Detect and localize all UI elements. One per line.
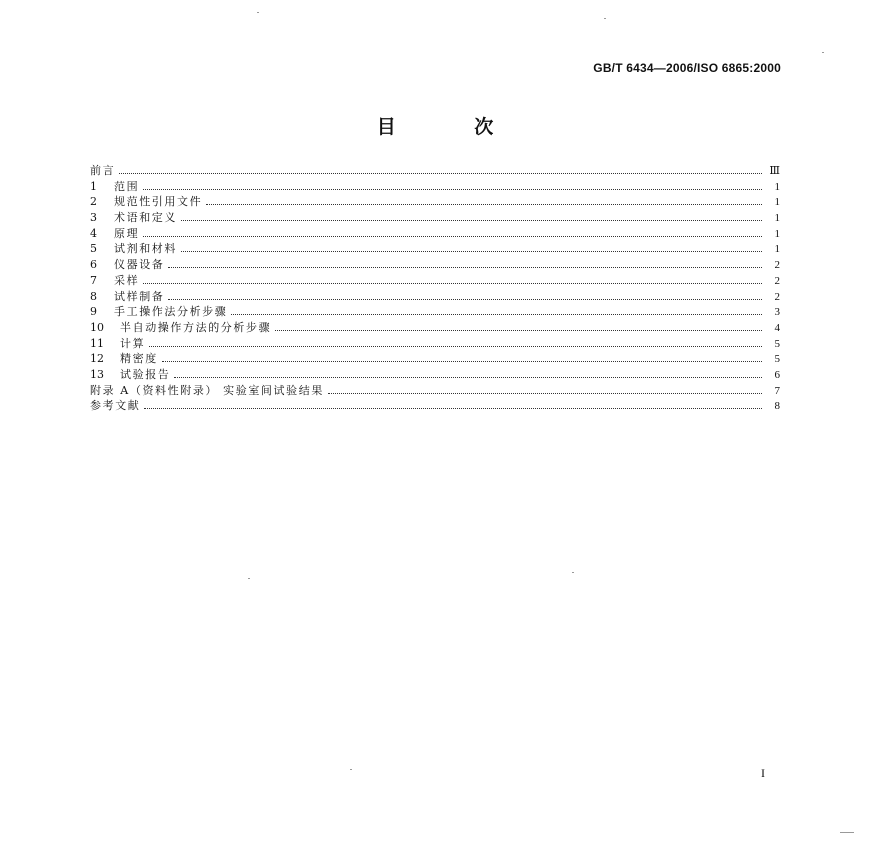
toc-entry-number: 3 xyxy=(90,211,97,225)
toc-entry-label: 前言 xyxy=(90,164,116,177)
toc-entry-page: 1 xyxy=(774,212,780,225)
toc-entry-label: 试样制备 xyxy=(114,289,165,303)
dot-leader xyxy=(174,377,762,378)
toc-entry-label: 术语和定义 xyxy=(114,211,177,225)
toc-entry-page: 6 xyxy=(774,368,780,381)
toc-entry-number: 4 xyxy=(90,226,97,240)
scan-speck xyxy=(257,12,259,13)
toc-entry xyxy=(90,273,780,289)
dot-leader xyxy=(143,189,762,190)
dot-leader xyxy=(149,346,762,347)
toc-title: 目 次 xyxy=(376,116,530,138)
scan-speck xyxy=(840,832,854,833)
toc-entry-number: 9 xyxy=(90,305,97,319)
toc-entry xyxy=(90,398,780,414)
toc-entry-page: 1 xyxy=(774,180,780,193)
toc-entry-label: 半自动操作方法的分析步骤 xyxy=(120,320,272,334)
toc-entry xyxy=(90,210,780,226)
toc-entry-label: 试剂和材料 xyxy=(114,242,177,256)
dot-leader xyxy=(168,267,762,268)
toc-entry xyxy=(90,351,780,367)
toc-entry-number: 2 xyxy=(90,195,97,209)
toc-entry-number: 1 xyxy=(90,179,97,193)
toc-entry-page: 5 xyxy=(774,337,780,350)
toc-entry xyxy=(90,383,780,399)
dot-leader xyxy=(144,408,762,409)
toc-entry-page: 1 xyxy=(774,243,780,256)
toc-entry-label: 参考文献 xyxy=(90,399,141,413)
dot-leader xyxy=(206,204,762,205)
toc-entry-page: 1 xyxy=(774,227,780,240)
standard-code: GB/T 6434—2006/ISO 6865:2000 xyxy=(593,61,781,75)
toc-entry-number: 13 xyxy=(90,367,104,381)
dot-leader xyxy=(275,330,762,331)
toc-entry xyxy=(90,163,780,179)
page-number: I xyxy=(761,766,765,780)
toc-entry xyxy=(90,320,780,336)
toc-entry-number: 7 xyxy=(90,273,97,287)
toc-entry-label: 原理 xyxy=(114,226,140,240)
toc-entry-number: 12 xyxy=(90,352,104,366)
dot-leader xyxy=(168,299,762,300)
toc-entry xyxy=(90,367,780,383)
scan-speck xyxy=(822,52,824,53)
toc-entry-label: 采样 xyxy=(114,273,140,287)
toc-entry-label: 附录 A（资料性附录） 实验室间试验结果 xyxy=(90,383,324,397)
toc-entry-label: 手工操作法分析步骤 xyxy=(114,305,228,319)
toc-entry-page: Ⅲ xyxy=(769,165,780,177)
table-of-contents xyxy=(90,163,780,414)
toc-entry-page: 2 xyxy=(774,290,780,303)
scan-speck xyxy=(604,18,606,19)
toc-entry-page: 1 xyxy=(774,196,780,209)
dot-leader xyxy=(143,283,762,284)
scan-speck xyxy=(248,578,250,579)
toc-entry xyxy=(90,194,780,210)
toc-entry xyxy=(90,179,780,195)
toc-entry-page: 2 xyxy=(774,274,780,287)
dot-leader xyxy=(181,220,762,221)
toc-entry xyxy=(90,226,780,242)
scan-speck xyxy=(572,572,574,573)
dot-leader xyxy=(328,393,762,394)
toc-entry-number: 5 xyxy=(90,242,97,256)
toc-entry-page: 4 xyxy=(774,321,780,334)
toc-entry-number: 6 xyxy=(90,258,97,272)
dot-leader xyxy=(181,251,762,252)
dot-leader xyxy=(143,236,762,237)
toc-entry-label: 计算 xyxy=(120,336,146,350)
toc-entry-label: 试验报告 xyxy=(120,367,171,381)
toc-entry-page: 7 xyxy=(774,384,780,397)
toc-entry xyxy=(90,304,780,320)
toc-entry-label: 精密度 xyxy=(120,352,158,366)
dot-leader xyxy=(231,314,762,315)
dot-leader xyxy=(119,173,762,174)
dot-leader xyxy=(162,361,762,362)
toc-entry xyxy=(90,336,780,352)
toc-entry-label: 规范性引用文件 xyxy=(114,195,203,209)
toc-entry-page: 5 xyxy=(774,353,780,366)
toc-entry-page: 3 xyxy=(774,306,780,319)
toc-entry-page: 2 xyxy=(774,259,780,272)
toc-entry-label: 范围 xyxy=(114,179,140,193)
toc-entry-label: 仪器设备 xyxy=(114,258,165,272)
toc-entry-number: 11 xyxy=(90,336,104,350)
scan-speck xyxy=(350,769,352,770)
toc-entry xyxy=(90,289,780,305)
toc-entry-page: 8 xyxy=(774,400,780,413)
toc-entry xyxy=(90,241,780,257)
toc-entry xyxy=(90,257,780,273)
toc-entry-number: 10 xyxy=(90,320,104,334)
toc-entry-number: 8 xyxy=(90,289,97,303)
